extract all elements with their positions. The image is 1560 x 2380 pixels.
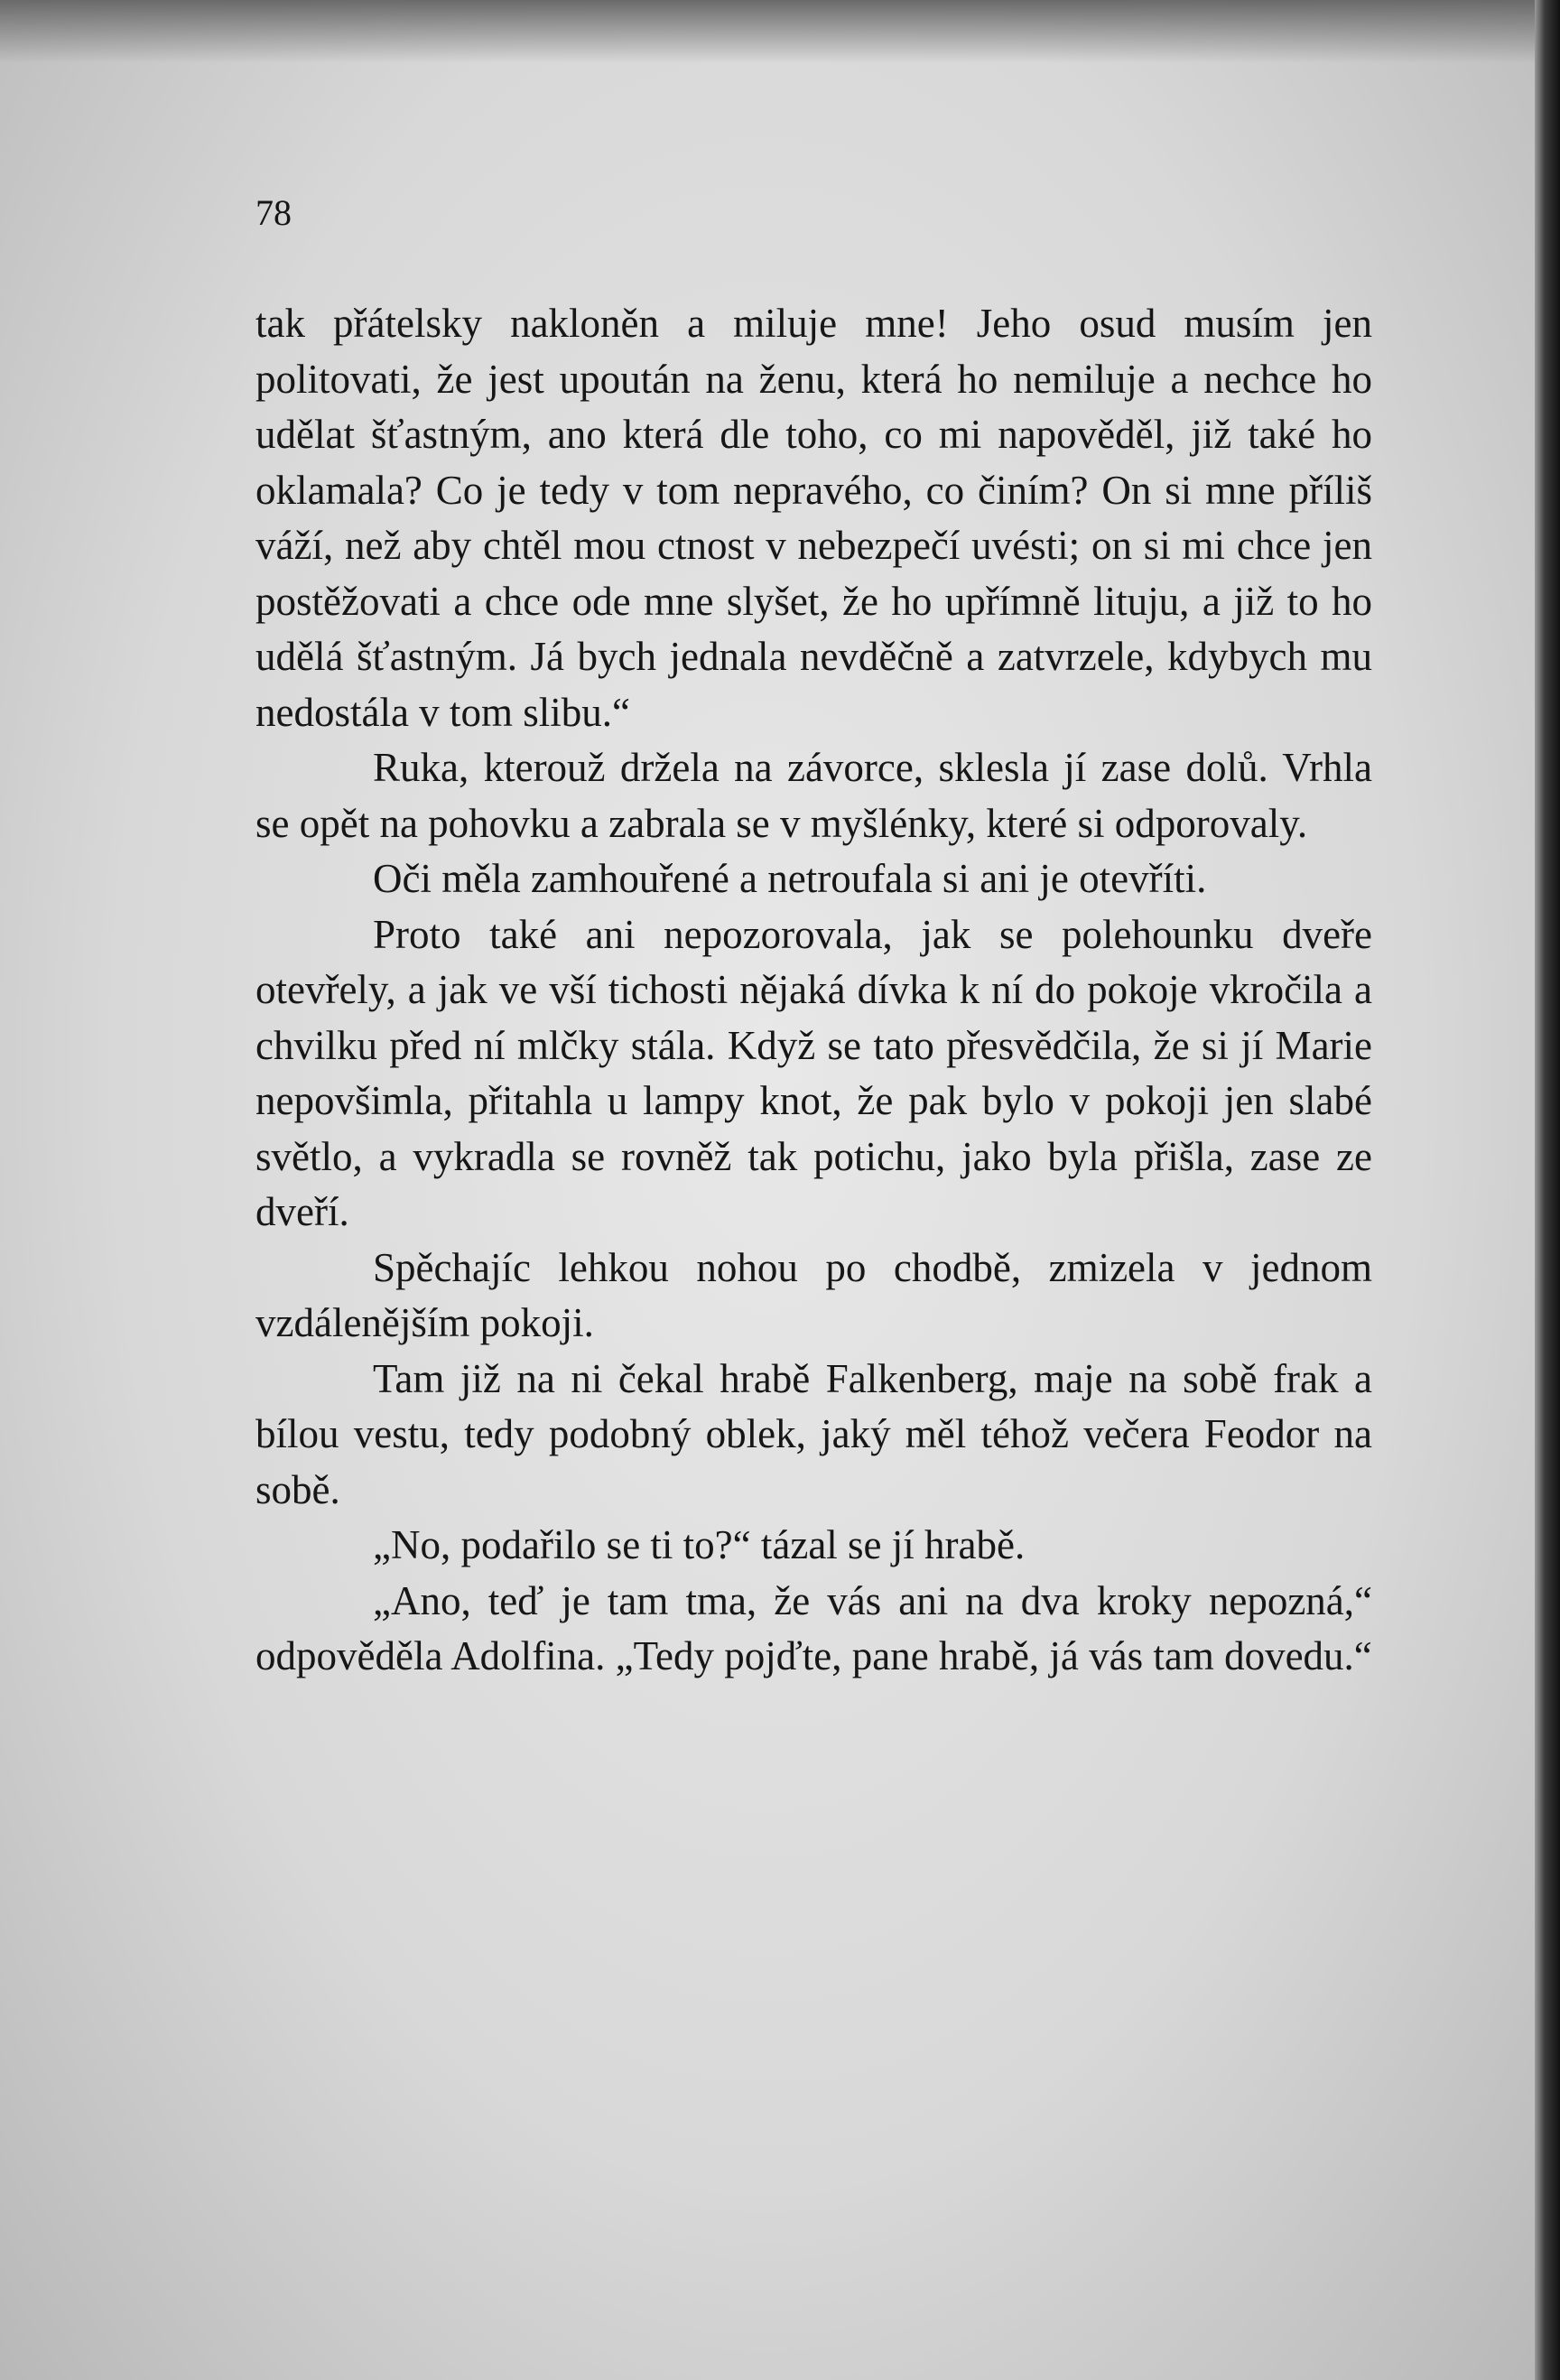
paragraph: Oči měla zamhouřené a netroufala si ani je otevříti. xyxy=(373,856,1207,901)
paragraph: Tam již na ni čekal hrabě Falkenberg, maje na sobě frak a bílou vestu, tedy podobný oblek, jaký měl téhož večera Feodor na sobě. xyxy=(255,1355,1372,1512)
page-number: 78 xyxy=(255,192,292,233)
paragraph: Proto také ani nepozorovala, jak se polehounku dveře otevřely, a jak ve vší tichosti nějaká dívka k ní do pokoje vkročila a chvilku před ní mlčky stála. Když se tato přesvědčila, že si jí Marie nepovšimla, přitahla u lampy knot, že pak bylo v pokoji jen slabé světlo, a vykradla se rovněž tak potichu, jako byla přišla, zase ze dveří. xyxy=(255,911,1372,1234)
paragraph: „Ano, teď je tam tma, že vás ani na dva kroky nepozná,“ odpověděla Adolfina. „Tedy pojďte, pane hrabě, já vás tam dovedu.“ xyxy=(255,1577,1372,1678)
book-spine-edge xyxy=(1535,0,1560,2380)
paragraph: „No, podařilo se ti to?“ tázal se jí hrabě. xyxy=(373,1522,1026,1567)
paragraph: Spěchajíc lehkou nohou po chodbě, zmizela v jednom vzdálenějším pokoji. xyxy=(255,1244,1372,1345)
body-text xyxy=(255,296,1372,1685)
page-top-shadow xyxy=(0,0,1535,63)
paragraph: tak přátelsky nakloněn a miluje mne! Jeho osud musím jen politovati, že jest upoután na ženu, která ho nemiluje a nechce ho udělat šťastným, ano která dle toho, co mi napověděl, již také ho oklamala? Co je tedy v tom nepravého, co činím? On si mne příliš váží, než aby chtěl mou ctnost v nebezpečí uvésti; on si mi chce jen postěžovati a chce ode mne slyšet, že ho upřímně lituju, a již to ho udělá šťastným. Já bych jednala nevděčně a zatvrzele, kdybych mu nedostála v tom slibu.“ xyxy=(255,301,1372,735)
paragraph: Ruka, kterouž držela na závorce, sklesla jí zase dolů. Vrhla se opět na pohovku a zabrala se v myšlénky, které si odporovaly. xyxy=(255,745,1372,846)
